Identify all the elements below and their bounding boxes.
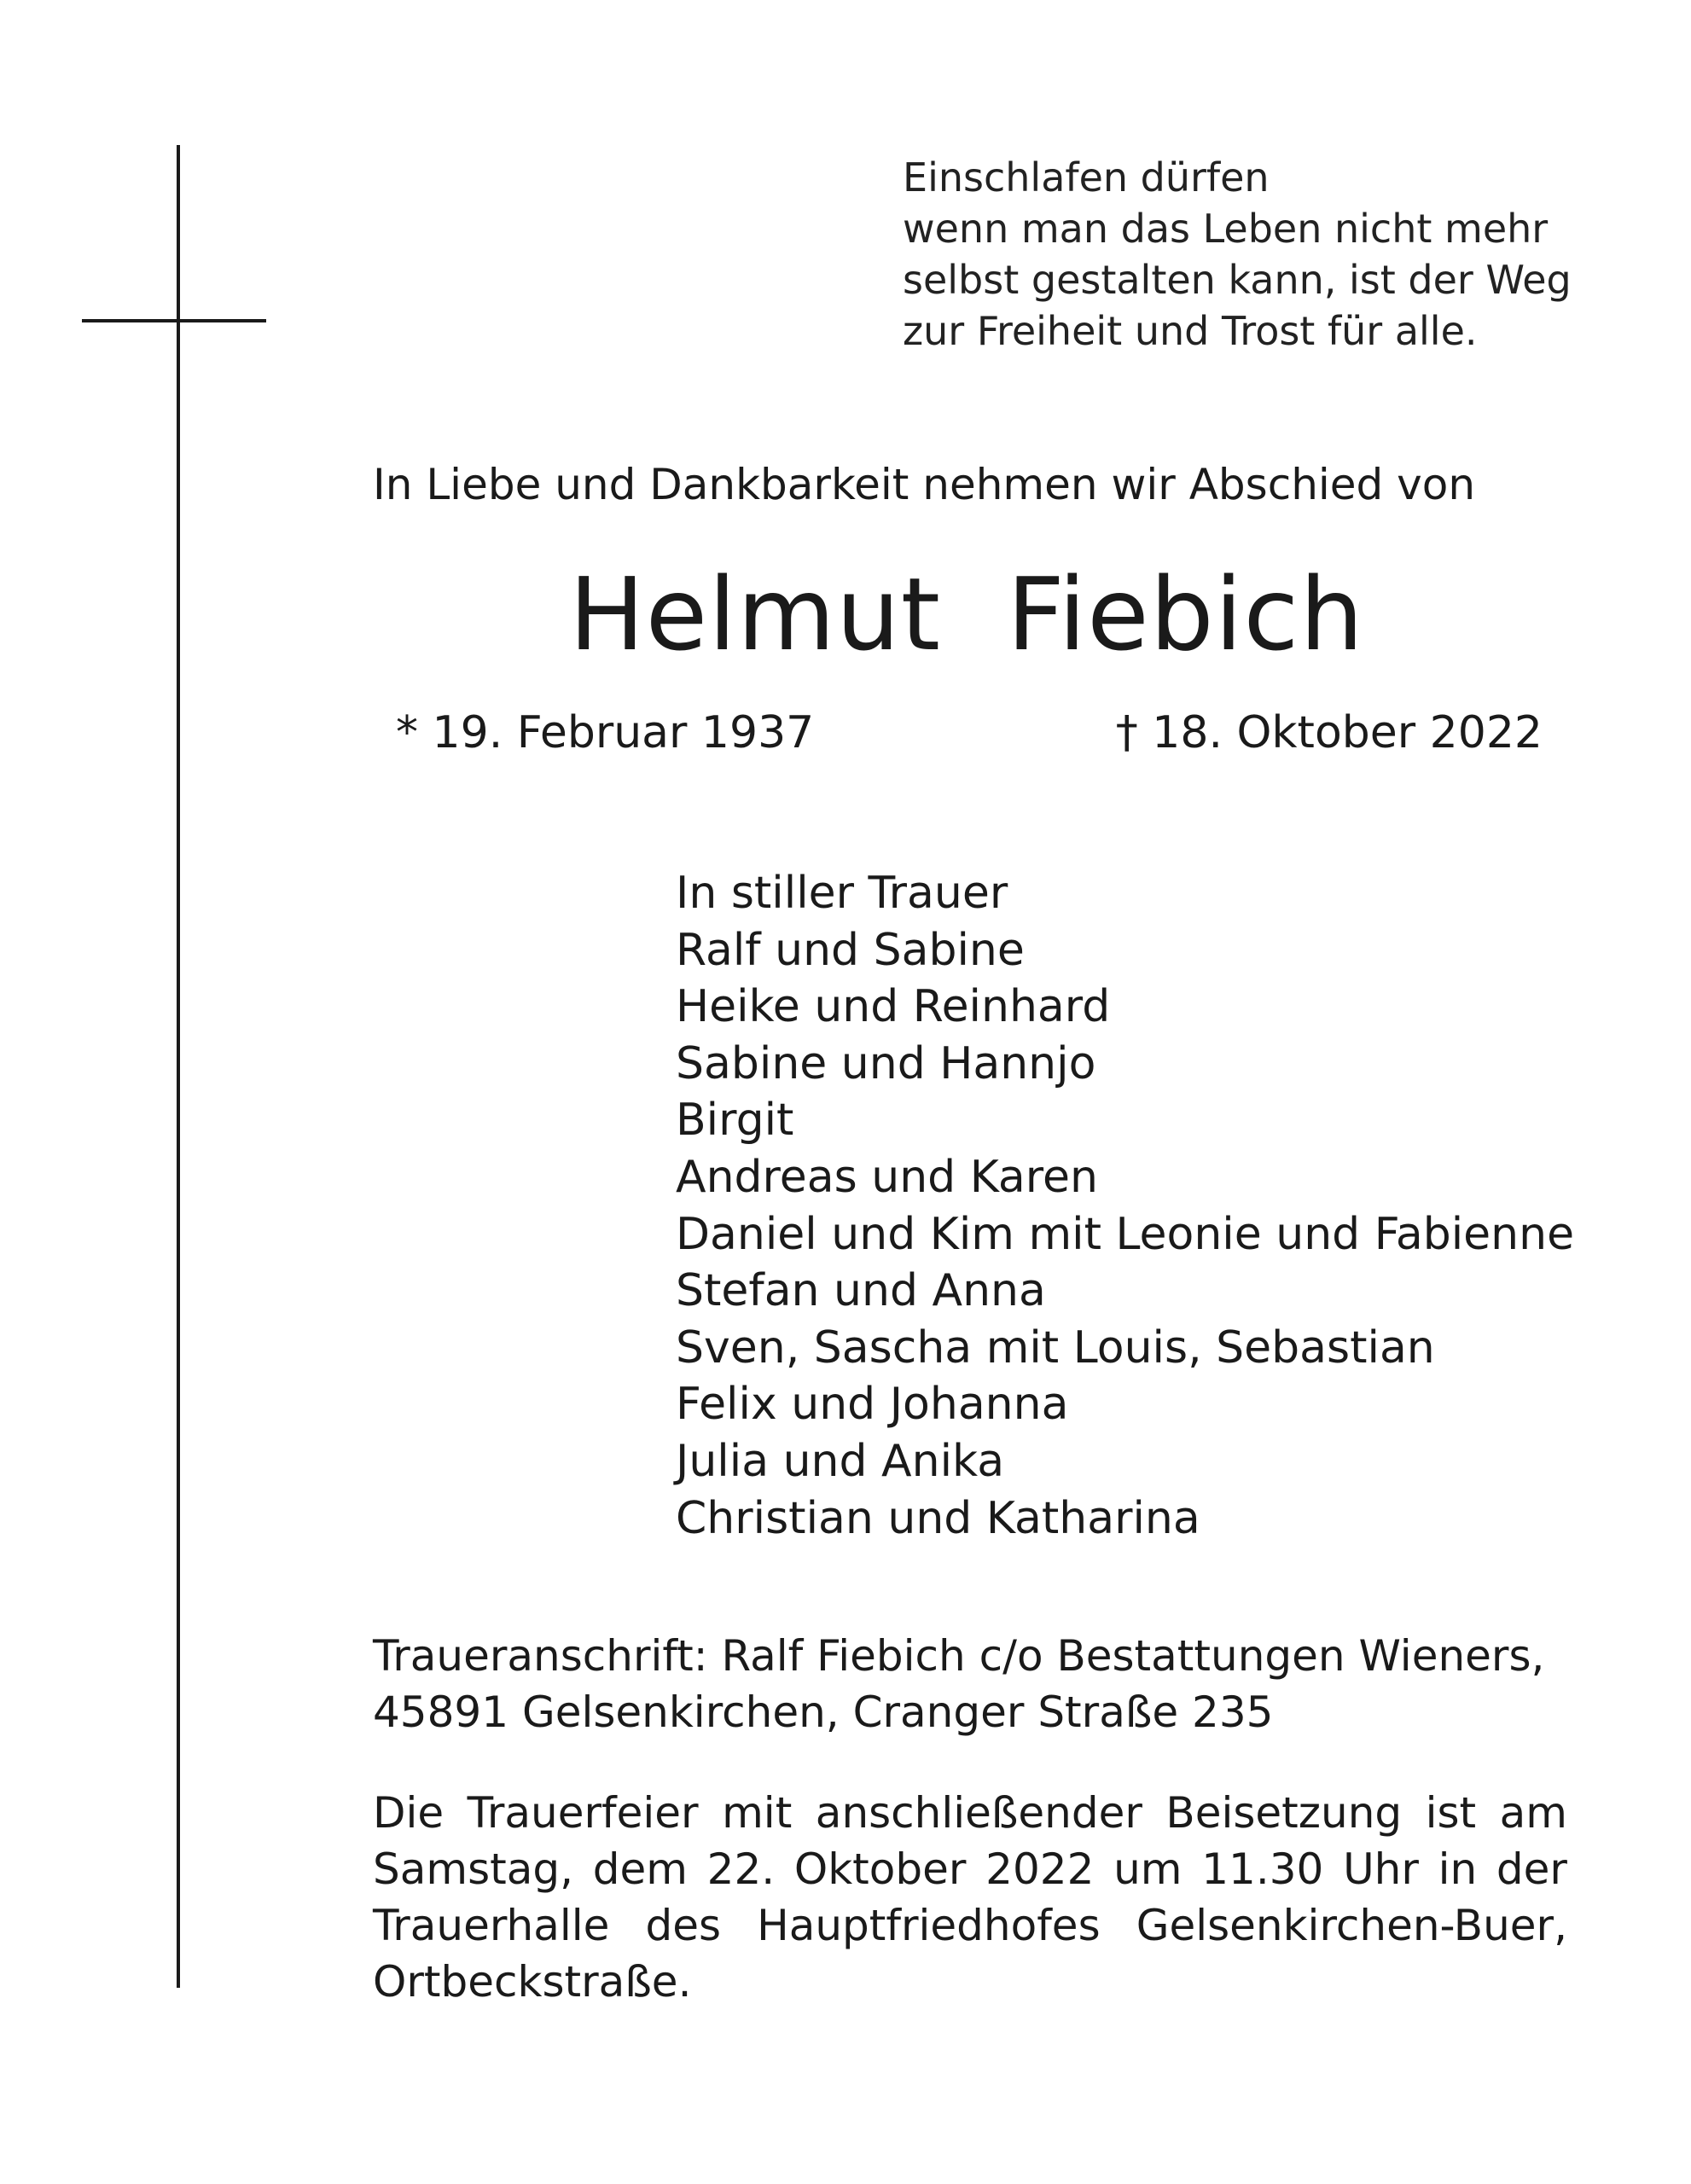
mourner-entry: Julia und Anika — [676, 1435, 1005, 1487]
verse-line: zur Freiheit und Trost für alle. — [903, 308, 1478, 354]
mourner-entry: Felix und Johanna — [676, 1379, 1069, 1431]
verse-line: selbst gestalten kann, ist der Weg — [903, 257, 1572, 303]
mourner-entry: Daniel und Kim mit Leonie und Fabienne — [676, 1208, 1575, 1260]
ceremony-line: Samstag, dem 22. Oktober 2022 um 11.30 Uhr in der — [373, 1844, 1567, 1894]
birth-date: * 19. Februar 1937 — [396, 707, 815, 758]
ceremony-line: Trauerhalle des Hauptfriedhofes Gelsenkirchen-Buer, — [373, 1901, 1567, 1950]
mourning-address — [373, 1628, 1584, 1740]
cross-vertical-beam — [177, 145, 180, 1988]
mourner-entry: Birgit — [676, 1095, 794, 1147]
ceremony-notice — [373, 1785, 1567, 2010]
mourner-entry: Stefan und Anna — [676, 1265, 1046, 1317]
mourner-entry: Heike und Reinhard — [676, 981, 1111, 1033]
address-line: 45891 Gelsenkirchen, Cranger Straße 235 — [373, 1687, 1274, 1737]
mourner-entry: Sabine und Hannjo — [676, 1037, 1096, 1089]
verse-line: wenn man das Leben nicht mehr — [903, 206, 1549, 252]
mourners-heading: In stiller Trauer — [676, 868, 1008, 919]
deceased-name: Helmut Fiebich — [568, 555, 1365, 673]
verse — [903, 152, 1653, 357]
mourner-entry: Sven, Sascha mit Louis, Sebastian — [676, 1321, 1435, 1374]
mourners-list — [676, 865, 1614, 1547]
verse-line: Einschlafen dürfen — [903, 154, 1270, 200]
mourner-entry: Ralf und Sabine — [676, 924, 1025, 976]
address-line: Traueranschrift: Ralf Fiebich c/o Bestattungen Wieners, — [373, 1631, 1545, 1681]
mourner-entry: Christian und Katharina — [676, 1492, 1200, 1544]
death-date: † 18. Oktober 2022 — [1115, 707, 1543, 758]
cross-horizontal-beam — [82, 319, 266, 322]
mourner-entry: Andreas und Karen — [676, 1151, 1098, 1203]
ceremony-line: Ortbeckstraße. — [373, 1957, 692, 2007]
ceremony-line: Die Trauerfeier mit anschließender Beisetzung ist am — [373, 1788, 1567, 1838]
intro-text: In Liebe und Dankbarkeit nehmen wir Abschied von — [373, 460, 1476, 509]
